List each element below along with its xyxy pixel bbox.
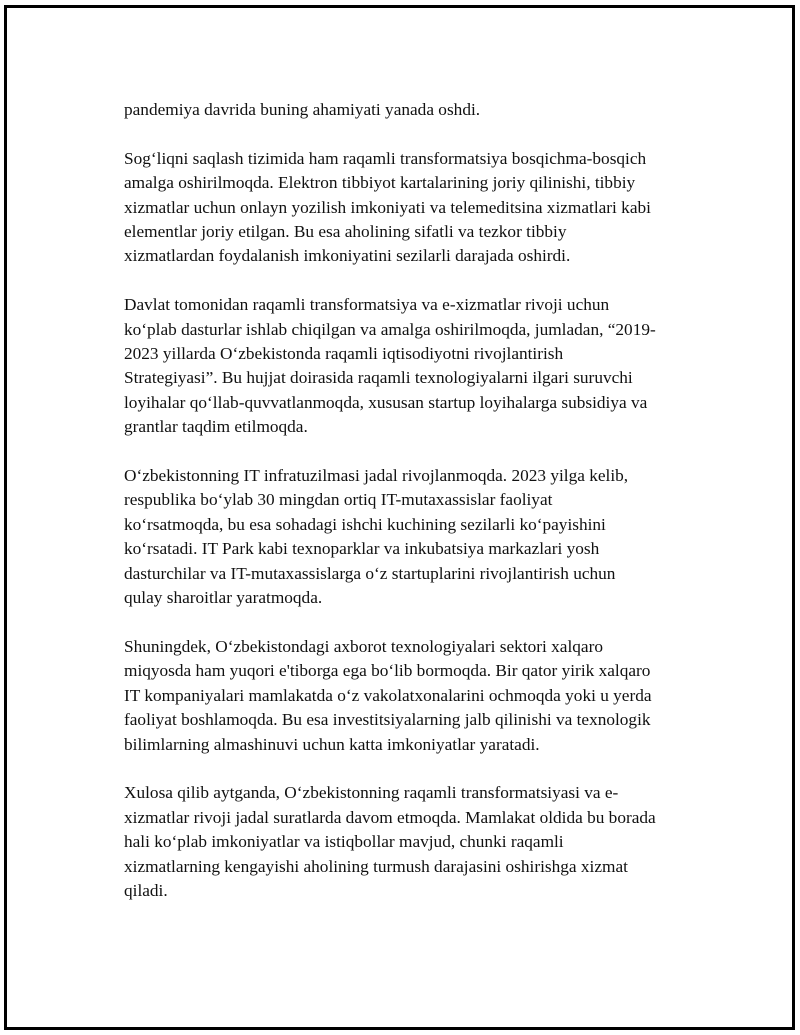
paragraph-2: Sog‘liqni saqlash tizimida ham raqamli transformatsiya bosqichma-bosqich amalga oshirilmoqda. Elektron tibbiyot kartalarining joriy qilinishi, tibbiy xizmatlar uchun onlayn yozilish imkoniyati va telemeditsina xizmatlari kabi elementlar joriy etilgan. Bu esa aholining sifatli va tezkor tibbiy xizmatlardan foydalanish imkoniyatini sezilarli darajada oshirdi. — [124, 148, 651, 266]
paragraph-4: O‘zbekistonning IT infratuzilmasi jadal rivojlanmoqda. 2023 yilga kelib, respublika bo‘ylab 30 mingdan ortiq IT-mutaxassislar faoliyat ko‘rsatmoqda, bu esa sohadagi ishchi kuchining sezilarli ko‘payishini ko‘rsatadi. IT Park kabi texnoparklar va inkubatsiya markazlari yosh dasturchilar va IT-mutaxassislarga o‘z startuplarini rivojlantirish uchun qulay sharoitlar yaratmoqda. — [124, 466, 629, 608]
paragraph-6: Xulosa qilib aytganda, O‘zbekistonning raqamli transformatsiyasi va e- xizmatlar rivoji jadal suratlarda davom etmoqda. Mamlakat oldida bu borada hali ko‘plab imkoniyatlar va istiqbollar mavjud, chunki raqamli xizmatlarning kengayishi aholining turmush darajasini oshirishga xizmat qiladi. — [124, 783, 656, 900]
paragraph-3: Davlat tomonidan raqamli transformatsiya va e-xizmatlar rivoji uchun ko‘plab dasturlar ishlab chiqilgan va amalga oshirilmoqda, jumladan, “2019- 2023 yillarda O‘zbekistonda raqamli iqtisodiyotni rivojlantirish Strategiyasi”. Bu hujjat doirasida raqamli texnologiyalarni ilgari suruvchi loyihalar qo‘llab-quvvatlanmoqda, xususan startup loyihalarga subsidiya va grantlar taqdim etilmoqda. — [124, 295, 656, 437]
document-body — [124, 98, 699, 903]
paragraph-1: pandemiya davrida buning ahamiyati yanada oshdi. — [124, 100, 481, 119]
paragraph-5: Shuningdek, O‘zbekistondagi axborot texnologiyalari sektori xalqaro miqyosda ham yuqori e'tiborga ega bo‘lib bormoqda. Bir qator yirik xalqaro IT kompaniyalari mamlakatda o‘z vakolatxonalarini ochmoqda yoki u yerda faoliyat boshlamoqda. Bu esa investitsiyalarning jalb qilinishi va texnologik bilimlarning almashinuvi uchun katta imkoniyatlar yaratadi. — [124, 636, 652, 754]
document-page — [4, 5, 795, 1030]
